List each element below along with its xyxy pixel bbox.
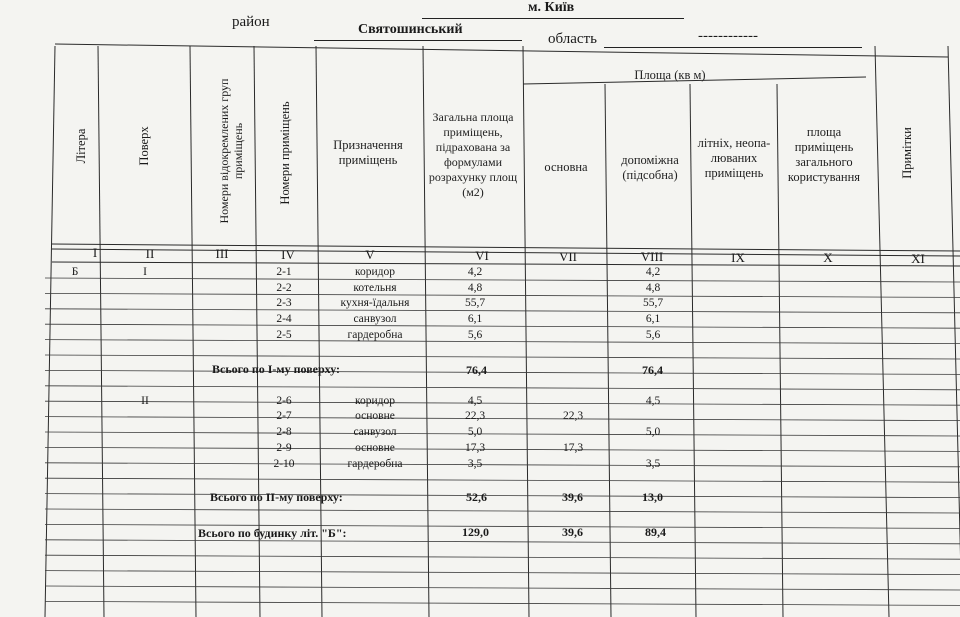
cell-room: 2-3 — [276, 297, 292, 309]
cell-purpose: гардеробна — [347, 458, 403, 470]
floor2-main-value: 39,6 — [562, 490, 583, 504]
col-floor-header: Поверх — [137, 126, 151, 166]
col-aux-header: допоміжна (підсобна) — [621, 153, 679, 182]
col-groups-header: Номери відокремлених груп приміщень — [217, 78, 245, 224]
building-total-value: 129,0 — [462, 525, 489, 539]
col-area-group-header: Площа (кв м) — [634, 67, 706, 82]
cell-purpose: основне — [355, 410, 395, 422]
column-number: II — [145, 245, 155, 261]
column-number: VII — [558, 248, 578, 264]
district-label: район — [232, 14, 270, 30]
cell-main: 22,3 — [562, 410, 584, 422]
table-row — [0, 297, 960, 312]
col-notes-header: Примітки — [900, 127, 914, 179]
cell-total: 4,8 — [467, 282, 483, 294]
cell-aux: 6,1 — [645, 313, 661, 325]
column-number: V — [365, 247, 375, 263]
region-value: ------------ — [698, 28, 758, 44]
cell-floor: I — [143, 266, 147, 278]
cell-room: 2-9 — [276, 442, 292, 454]
cell-room: 2-5 — [276, 329, 292, 341]
cell-total: 6,1 — [467, 313, 483, 325]
cell-purpose: кухня-їдальня — [340, 297, 410, 309]
district-value: Святошинський — [358, 22, 463, 37]
cell-total: 4,5 — [467, 395, 483, 407]
cell-purpose: основне — [355, 442, 395, 454]
cell-room: 2-2 — [276, 282, 292, 294]
column-number: I — [92, 245, 98, 260]
table-row — [0, 458, 960, 473]
table-row — [0, 442, 960, 457]
building-total-label: Всього по будинку літ. "Б": — [198, 526, 347, 540]
cell-purpose: коридор — [354, 395, 395, 407]
cell-purpose: котельня — [353, 282, 397, 294]
table-row — [0, 266, 960, 281]
cell-aux: 5,0 — [645, 426, 661, 438]
table-row — [0, 329, 960, 344]
cell-aux: 55,7 — [642, 297, 664, 309]
column-number: VI — [475, 248, 489, 263]
floor1-total-label: Всього по І-му поверху: — [212, 362, 341, 376]
floor2-total-value: 52,6 — [466, 490, 487, 504]
cell-room: 2-7 — [276, 410, 292, 422]
cell-aux: 5,6 — [645, 329, 661, 341]
column-number: XI — [911, 251, 925, 266]
cell-purpose: санвузол — [353, 313, 397, 325]
cell-aux: 4,5 — [645, 395, 661, 407]
cell-floor: II — [141, 395, 149, 407]
floor1-total-value: 76,4 — [466, 363, 487, 377]
table-row — [0, 410, 960, 425]
region-label: область — [548, 31, 597, 47]
cell-total: 3,5 — [467, 458, 483, 470]
cell-total: 4,2 — [467, 266, 483, 278]
cell-total: 55,7 — [464, 297, 486, 309]
floor2-total-label: Всього по ІІ-му поверху: — [210, 490, 343, 504]
col-total-area-header: Загальна площа приміщень, підрахована за формулами розрахунку площ (м2) — [428, 110, 518, 199]
table-row — [0, 282, 960, 297]
cell-total: 5,0 — [467, 426, 483, 438]
cell-total: 17,3 — [464, 442, 486, 454]
cell-room: 2-1 — [276, 266, 292, 278]
cell-aux: 4,8 — [645, 282, 661, 294]
cell-aux: 4,2 — [645, 266, 661, 278]
cell-total: 22,3 — [464, 410, 486, 422]
cell-purpose: коридор — [354, 266, 395, 278]
cell-litera: Б — [71, 266, 79, 278]
column-number: IX — [731, 249, 745, 265]
floor1-aux-value: 76,4 — [642, 363, 663, 377]
column-number: VIII — [640, 249, 664, 265]
col-common-header: площа приміщень загального користування — [787, 125, 861, 184]
cell-purpose: гардеробна — [347, 329, 403, 341]
cell-room: 2-4 — [276, 313, 292, 325]
column-number: IV — [281, 246, 295, 262]
col-summer-header: літніх, неопа-люваних приміщень — [697, 135, 771, 180]
cell-room: 2-10 — [273, 458, 295, 470]
cell-main: 17,3 — [562, 442, 584, 454]
city-value: м. Київ — [528, 0, 575, 15]
table-row — [0, 395, 960, 410]
cell-room: 2-6 — [276, 395, 292, 407]
cell-room: 2-8 — [276, 426, 292, 438]
col-purpose-header: Призначення приміщень — [333, 138, 403, 167]
cell-aux: 3,5 — [645, 458, 661, 470]
col-main-header: основна — [544, 159, 588, 174]
col-litera-header: Літера — [74, 128, 88, 164]
cell-purpose: санвузол — [353, 426, 397, 438]
col-rooms-header: Номери приміщень — [278, 101, 292, 205]
column-number: III — [215, 246, 229, 262]
floor2-aux-value: 13,0 — [642, 490, 663, 504]
building-aux-value: 89,4 — [645, 525, 666, 539]
building-main-value: 39,6 — [562, 525, 583, 539]
table-row — [0, 313, 960, 328]
cell-total: 5,6 — [467, 329, 483, 341]
table-row — [0, 426, 960, 441]
column-number: X — [823, 250, 833, 266]
